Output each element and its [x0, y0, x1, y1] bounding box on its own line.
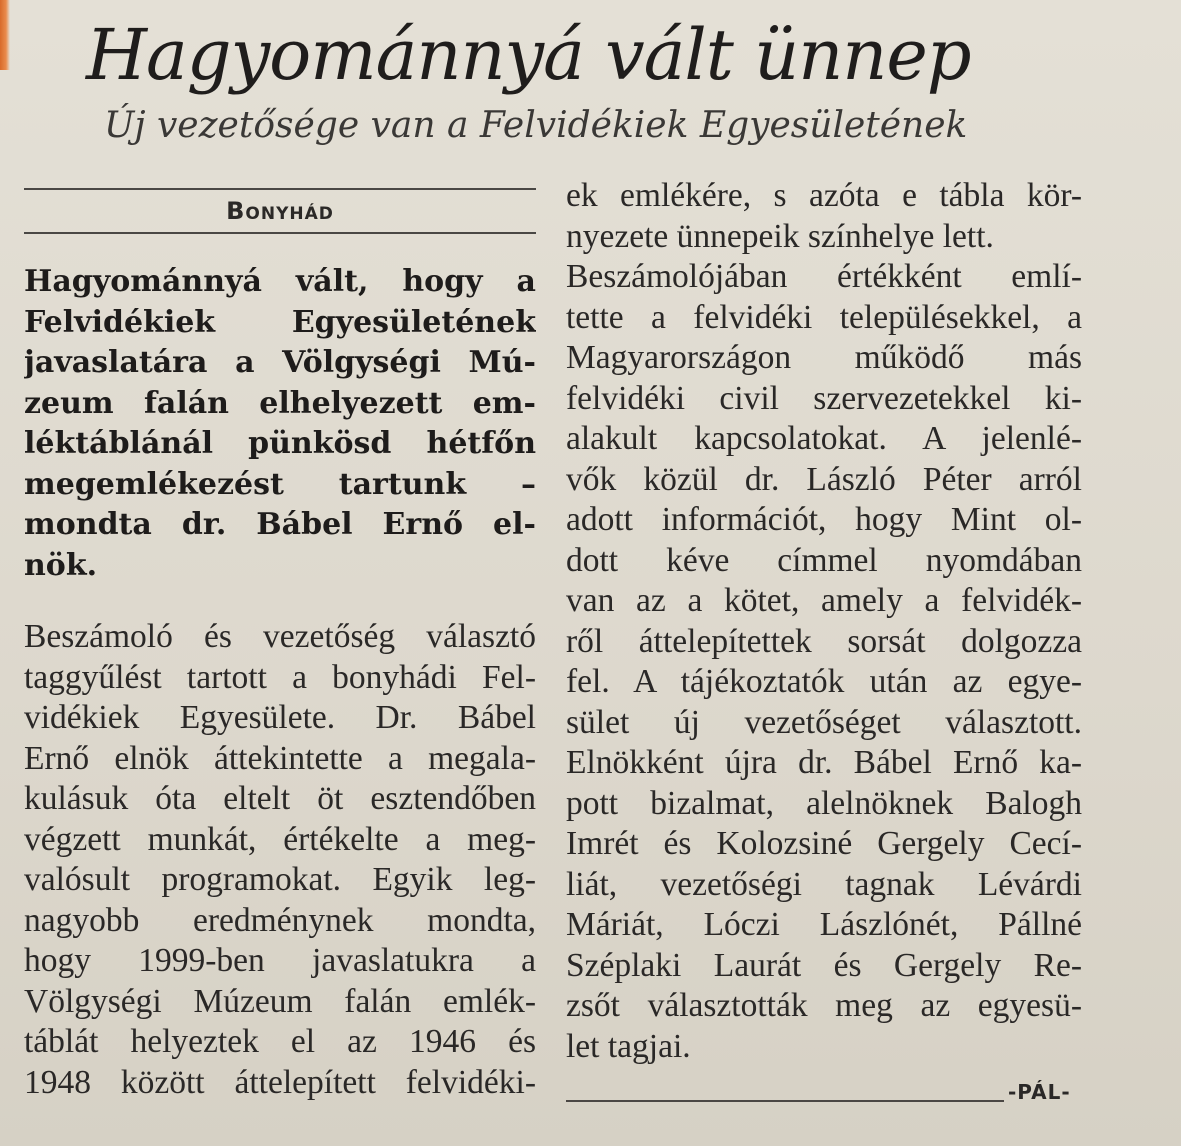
lead-line: Felvidékiek Egyesületének — [24, 304, 536, 340]
body-line: taggyűlést tartott a bonyhádi Fel- — [24, 658, 536, 696]
lead-line: Hagyománnyá vált, hogy a — [24, 264, 536, 299]
body-line: Imrét és Kolozsiné Gergely Cecí- — [566, 825, 1082, 862]
body-line: táblát helyeztek el az 1946 és — [24, 1023, 536, 1060]
body-line: tette a felvidéki településekkel, a — [566, 298, 1082, 336]
lead-line: mondta dr. Bábel Ernő el- — [24, 507, 536, 542]
body-column-left — [24, 617, 536, 1103]
body-line: sület új vezetőséget választott. — [566, 703, 1082, 741]
lead-line: léktáblánál pünkösd hétfőn — [24, 426, 536, 461]
body-line: Elnökként újra dr. Bábel Ernő ka- — [566, 744, 1082, 781]
signature-rule — [566, 1100, 1004, 1102]
body-line: dott kéve címmel nyomdában — [566, 541, 1082, 579]
dateline-rule-bottom — [24, 232, 536, 234]
subheadline: Új vezetősége van a Felvidékiek Egyesületének — [104, 105, 968, 146]
headline: Hagyománnyá vált ünnep — [86, 14, 971, 96]
body-line: Máriát, Lóczi Lászlónét, Pállné — [566, 906, 1082, 943]
body-line: Ernő elnök áttekintette a megala- — [24, 739, 536, 777]
body-line: nagyobb eredménynek mondta, — [24, 901, 536, 939]
body-line: let tagjai. — [566, 1027, 691, 1065]
page-edge-mark — [0, 0, 10, 70]
dateline: Bonyhád — [226, 197, 334, 225]
body-column-right — [566, 176, 1082, 1067]
lead-line: javaslatára a Völgységi Mú- — [24, 345, 536, 380]
body-line: adott információt, hogy Mint ol- — [566, 501, 1082, 538]
body-line: valósult programokat. Egyik leg- — [24, 861, 536, 898]
body-line: ről áttelepítettek sorsát dolgozza — [566, 622, 1082, 660]
body-line: zsőt választották meg az egyesü- — [566, 987, 1082, 1024]
body-line: liát, vezetőségi tagnak Lévárdi — [566, 865, 1082, 903]
body-line: pott bizalmat, alelnöknek Balogh — [566, 784, 1082, 822]
lead-line: nök. — [24, 547, 98, 583]
lead-line: zeum falán elhelyezett em- — [24, 385, 536, 421]
lead-paragraph — [24, 262, 536, 586]
lead-line: megemlékezést tartunk – — [24, 466, 536, 502]
body-line: 1948 között áttelepített felvidéki- — [24, 1063, 536, 1101]
dateline-rule-top — [24, 188, 536, 190]
body-line: hogy 1999-ben javaslatukra a — [24, 942, 536, 979]
body-line: Beszámoló és vezetőség választó — [24, 618, 536, 655]
body-line: Völgységi Múzeum falán emlék- — [24, 982, 536, 1020]
body-line: vők közül dr. László Péter arról — [566, 460, 1082, 498]
body-line: vidékiek Egyesülete. Dr. Bábel — [24, 699, 536, 736]
body-line: felvidéki civil szervezetekkel ki- — [566, 379, 1082, 417]
body-line: Magyarországon működő más — [566, 339, 1082, 376]
body-line: van az a kötet, amely a felvidék- — [566, 582, 1082, 619]
body-line: Széplaki Laurát és Gergely Re- — [566, 946, 1082, 984]
body-line: végzett munkát, értékelte a meg- — [24, 820, 536, 858]
body-line: kulásuk óta eltelt öt esztendőben — [24, 780, 536, 817]
body-line: alakult kapcsolatokat. A jelenlé- — [566, 420, 1082, 457]
body-line: Beszámolójában értékként emlí- — [566, 258, 1082, 295]
body-line: nyezete ünnepeik színhelye lett. — [566, 217, 994, 255]
author-signature: -PÁL- — [1008, 1080, 1071, 1104]
body-line: fel. A tájékoztatók után az egye- — [566, 663, 1082, 700]
body-line: ek emlékére, s azóta e tábla kör- — [566, 177, 1082, 214]
